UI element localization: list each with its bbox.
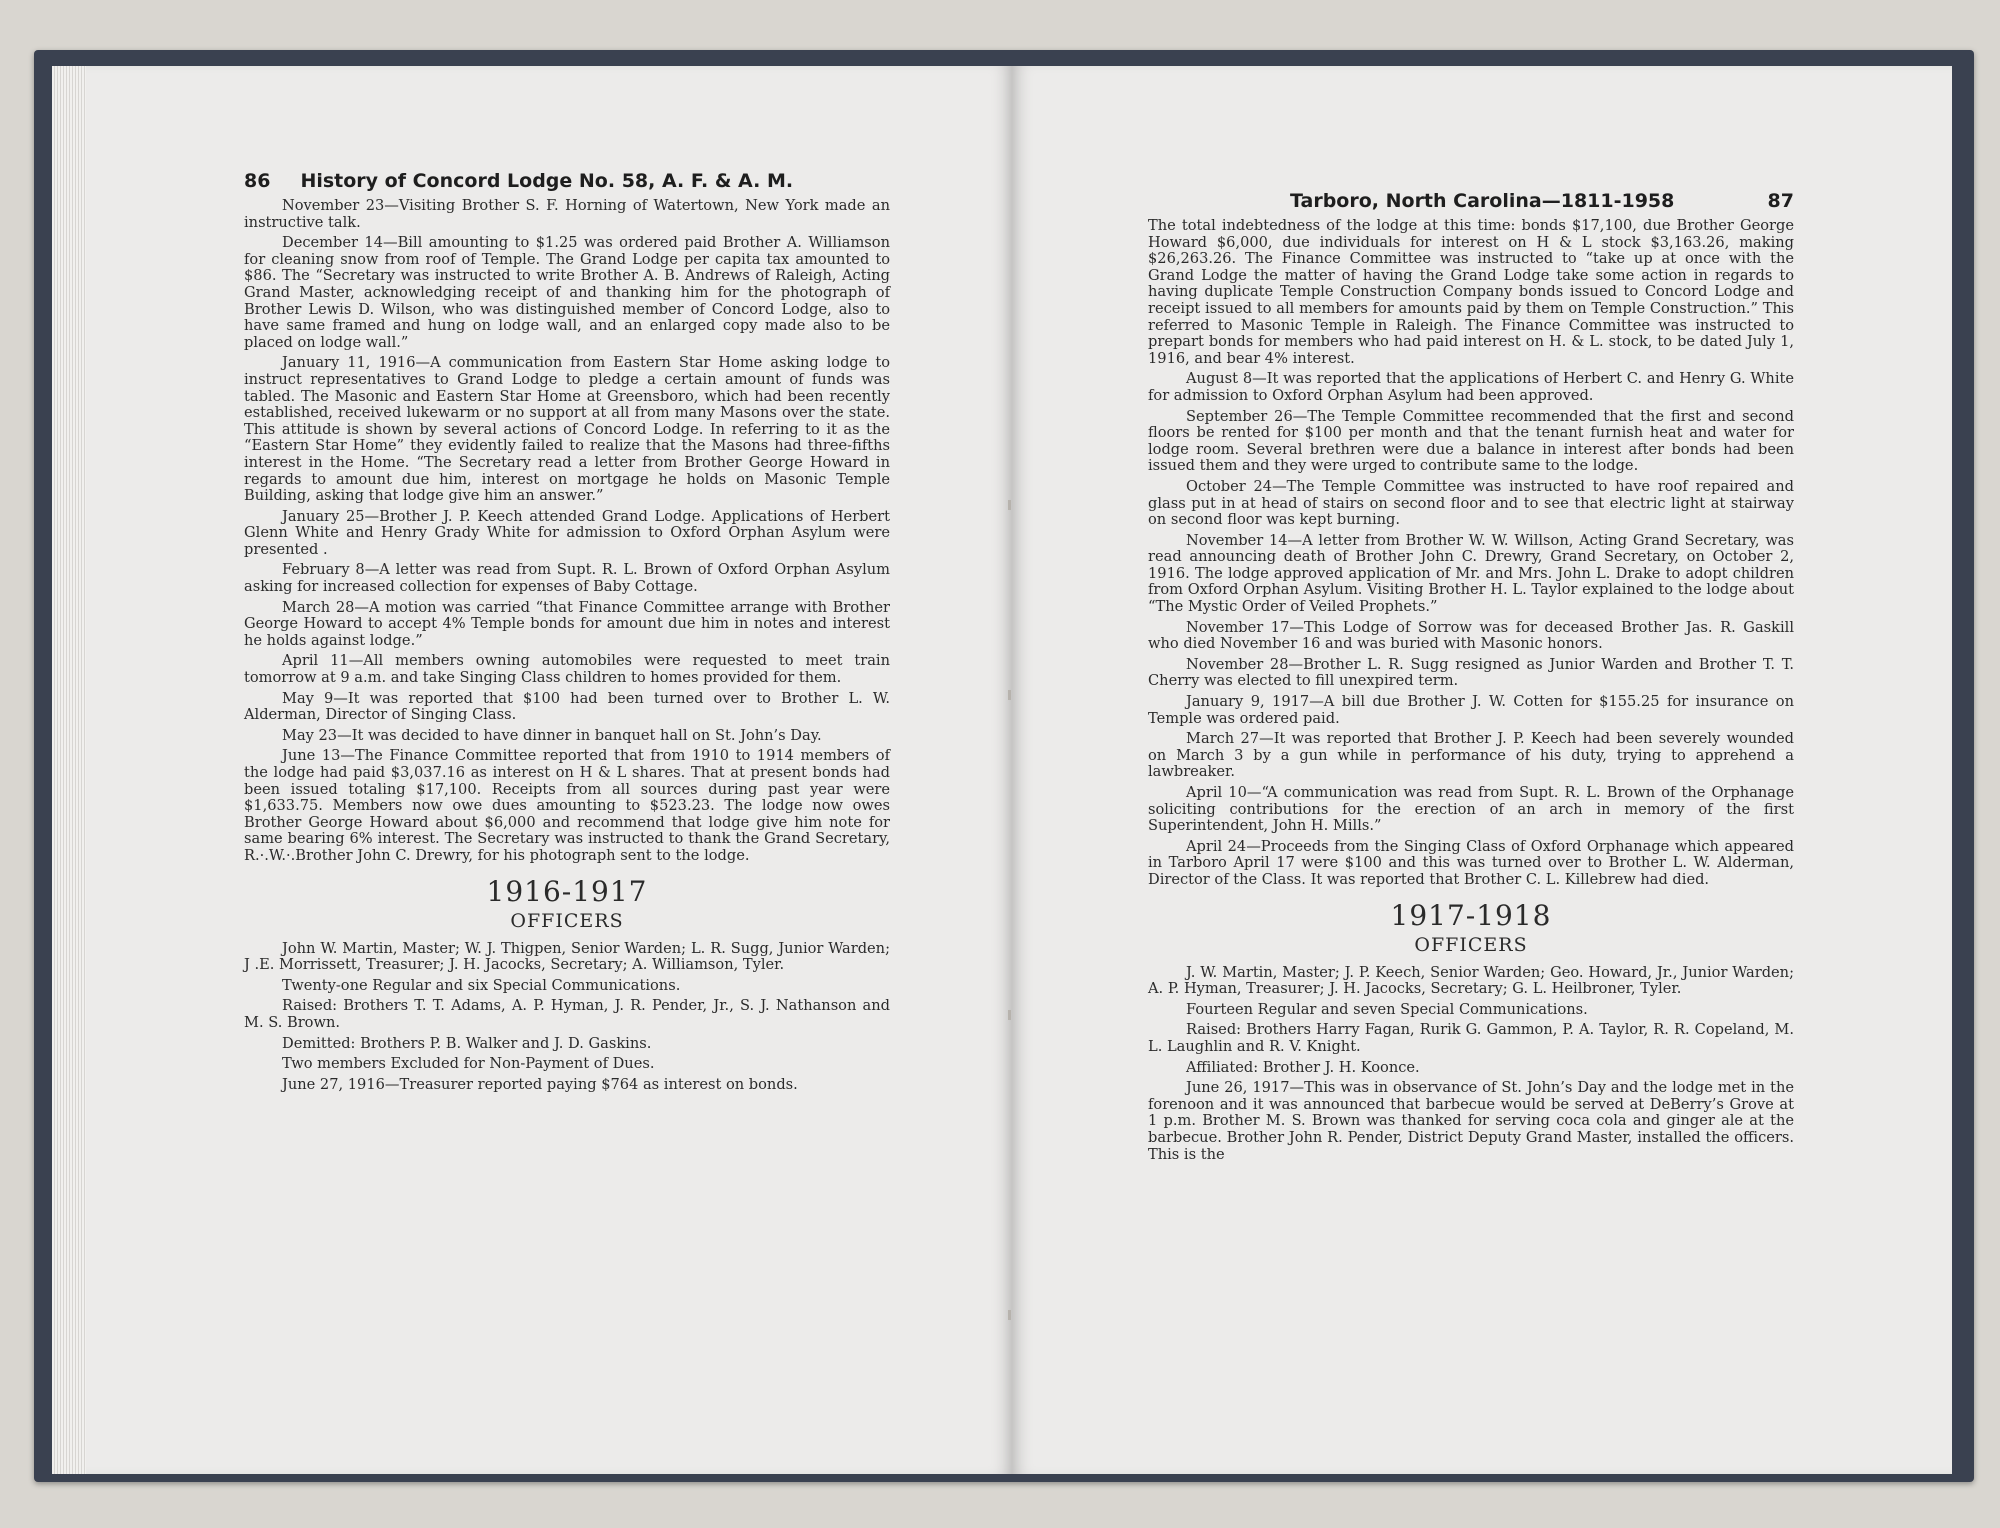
left-running-title: History of Concord Lodge No. 58, A. F. & A. M. [300, 170, 794, 192]
paragraph: Raised: Brothers T. T. Adams, A. P. Hyman, J. R. Pender, Jr., S. J. Nathanson and M. S. Brown. [244, 997, 890, 1031]
paragraph: April 10—“A communication was read from Supt. R. L. Brown of the Orphanage soliciting contributions for the erection of an arch in memory of the first Superintendent, John H. Mills.” [1148, 784, 1794, 835]
paragraph: Affiliated: Brother J. H. Koonce. [1186, 1058, 1420, 1076]
paragraph: January 11, 1916—A communication from Eastern Star Home asking lodge to instruct representatives to Grand Lodge to pledge a certain amount of funds was tabled. The Masonic and Eastern Star Home at Greensboro, which had been recently established, received lukewarm or no support at all from many Masons over the state. This attitude is shown by several actions of Concord Lodge. In referring to it as the “Eastern Star Home” they evidently failed to realize that the Masons had three-fifths interest in the Home. “The Secretary read a letter from Brother George Howard in regards to amount due him, interest on mortgage he holds on Masonic Temple Building, asking that lodge give him an answer.” [244, 354, 890, 505]
paragraph: November 28—Brother L. R. Sugg resigned as Junior Warden and Brother T. T. Cherry was elected to fill unexpired term. [1148, 655, 1794, 690]
paragraph: November 23—Visiting Brother S. F. Horning of Watertown, New York made an instructive talk. [244, 197, 890, 231]
binding-stitch [1008, 500, 1011, 510]
left-running-head [244, 170, 890, 198]
paragraph: June 13—The Finance Committee reported that from 1910 to 1914 members of the lodge had paid $3,037.16 as interest on H & L shares. That at present bonds had been issued totaling $17,100. Receipts from all sources during past year were $1,633.75. Members now owe dues amounting to $523.23. The lodge now owes Brother George Howard about $6,000 and recommend that lodge give him note for same bearing 6% interest. The Secretary was instructed to thank the Grand Secretary, R.·.W.·.Brother John C. Drewry, for his photograph sent to the lodge. [244, 747, 890, 864]
paragraph: January 25—Brother J. P. Keech attended Grand Lodge. Applications of Herbert Glenn White and Henry Grady White for admission to Oxford Orphan Asylum were presented . [244, 507, 890, 558]
right-body [1148, 218, 1794, 1163]
left-body [244, 198, 890, 1093]
paragraph: January 9, 1917—A bill due Brother J. W. Cotten for $155.25 for insurance on Temple was ordered paid. [1148, 693, 1794, 727]
binding-stitch [1008, 1310, 1011, 1320]
right-page-column [1148, 190, 1794, 1167]
paragraph: J. W. Martin, Master; J. P. Keech, Senior Warden; Geo. Howard, Jr., Junior Warden; A. P. Hyman, Treasurer; J. H. Jacocks, Secretary; G. L. Heilbroner, Tyler. [1148, 963, 1794, 998]
page-edges [52, 66, 86, 1474]
paragraph: May 23—It was decided to have dinner in banquet hall on St. John’s Day. [282, 726, 822, 744]
paragraph: August 8—It was reported that the applications of Herbert C. and Henry G. White for admission to Oxford Orphan Asylum had been approved. [1148, 370, 1794, 404]
left-page-column [244, 170, 890, 1097]
binding-stitch [1008, 690, 1011, 700]
paragraph: November 14—A letter from Brother W. W. Willson, Acting Grand Secretary, was read announcing death of Brother John C. Drewry, Grand Secretary, on October 2, 1916. The lodge approved application of Mr. and Mrs. John L. Drake to adopt children from Oxford Orphan Asylum. Visiting Brother H. L. Taylor explained to the lodge about “The Mystic Order of Veiled Prophets.” [1148, 531, 1794, 616]
officers-heading: OFFICERS [510, 909, 624, 932]
paragraph: May 9—It was reported that $100 had been turned over to Brother L. W. Alderman, Director of Singing Class. [244, 689, 890, 724]
paragraph: October 24—The Temple Committee was instructed to have roof repaired and glass put in at head of stairs on second floor and to see that electric light at stairway on second floor was kept burning. [1148, 477, 1794, 529]
left-page-number: 86 [244, 170, 271, 192]
paragraph: June 26, 1917—This was in observance of St. John’s Day and the lodge met in the forenoon and it was announced that barbecue would be served at DeBerry’s Grove at 1 p.m. Brother M. S. Brown was thanked for serving coca cola and ginger ale at the barbecue. Brother John R. Pender, District Deputy Grand Master, installed the officers. This is the [1148, 1079, 1794, 1163]
paragraph: December 14—Bill amounting to $1.25 was ordered paid Brother A. Williamson for cleaning snow from roof of Temple. The Grand Lodge per capita tax amounted to $86. The “Secretary was instructed to write Brother A. B. Andrews of Raleigh, Acting Grand Master, acknowledging receipt of and thanking him for the photograph of Brother Lewis D. Wilson, who was distinguished member of Concord Lodge, also to have same framed and hung on lodge wall, and an enlarged copy made also to be placed on lodge wall.” [244, 234, 890, 351]
right-page-number: 87 [1767, 190, 1794, 212]
paragraph: Demitted: Brothers P. B. Walker and J. D. Gaskins. [282, 1034, 652, 1052]
paragraph: November 17—This Lodge of Sorrow was for deceased Brother Jas. R. Gaskill who died November 16 and was buried with Masonic honors. [1148, 618, 1794, 653]
paragraph: Fourteen Regular and seven Special Communications. [1186, 1000, 1588, 1018]
paragraph: The total indebtedness of the lodge at this time: bonds $17,100, due Brother George Howard $6,000, due individuals for interest on H & L stock $3,163.26, making $26,263.26. The Finance Committee was instructed to “take up at once with the Grand Lodge the matter of having the Grand Lodge take some action in regards to having duplicate Temple Construction Company bonds issued to Concord Lodge and receipt issued to all members for amounts paid by them on Temple Construction.” This referred to Masonic Temple in Raleigh. The Finance Committee was instructed to prepart bonds for members who had paid interest on H. & L. stock, to be dated July 1, 1916, and bear 4% interest. [1148, 217, 1794, 367]
paragraph: March 28—A motion was carried “that Finance Committee arrange with Brother George Howard to accept 4% Temple bonds for amount due him in notes and interest he holds against lodge.” [244, 598, 890, 649]
paragraph: April 24—Proceeds from the Singing Class of Oxford Orphanage which appeared in Tarboro April 17 were $100 and this was turned over to Brother L. W. Alderman, Director of the Class. It was reported that Brother C. L. Killebrew had died. [1148, 837, 1794, 888]
right-running-head [1148, 190, 1794, 218]
paragraph: Two members Excluded for Non-Payment of Dues. [282, 1055, 655, 1073]
right-running-title: Tarboro, North Carolina—1811-1958 [1290, 190, 1675, 212]
paragraph: February 8—A letter was read from Supt. R. L. Brown of Oxford Orphan Asylum asking for increased collection for expenses of Baby Cottage. [244, 561, 890, 596]
section-year-1916-1917: 1916-1917 [486, 874, 648, 908]
paragraph: Twenty-one Regular and six Special Communications. [282, 976, 681, 994]
binding-stitch [1008, 1010, 1011, 1020]
paragraph: June 27, 1916—Treasurer reported paying $764 as interest on bonds. [282, 1075, 798, 1093]
paragraph: September 26—The Temple Committee recommended that the first and second floors be rented for $100 per month and that the tenant furnish heat and water for lodge room. Several brethren were due a balance in interest after bonds had been issued them and they were urged to contribute same to the lodge. [1148, 407, 1794, 475]
paragraph: March 27—It was reported that Brother J. P. Keech had been severely wounded on March 3 by a gun while in performance of his duty, trying to apprehend a lawbreaker. [1148, 730, 1794, 781]
paragraph: John W. Martin, Master; W. J. Thigpen, Senior Warden; L. R. Sugg, Junior Warden; J .E. Morrissett, Treasurer; J. H. Jacocks, Secretary; A. Williamson, Tyler. [244, 939, 890, 974]
paragraph: April 11—All members owning automobiles were requested to meet train tomorrow at 9 a.m. and take Singing Class children to homes provided for them. [244, 652, 890, 687]
section-year-1917-1918: 1917-1918 [1390, 898, 1552, 932]
officers-heading: OFFICERS [1414, 933, 1528, 956]
paragraph: Raised: Brothers Harry Fagan, Rurik G. Gammon, P. A. Taylor, R. R. Copeland, M. L. Laughlin and R. V. Knight. [1148, 1021, 1794, 1055]
